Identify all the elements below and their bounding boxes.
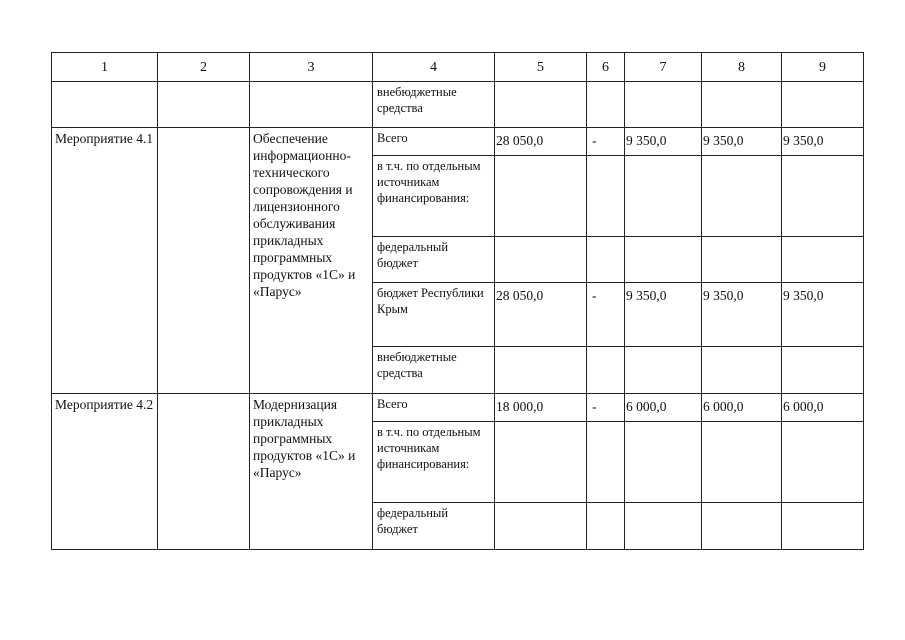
cell-empty bbox=[158, 394, 250, 550]
cell-empty bbox=[587, 422, 625, 503]
funding-source: в т.ч. по отдельным источникам финансирования: bbox=[373, 156, 495, 237]
activity-description: Модернизация прикладных программных продуктов «1С» и «Парус» bbox=[250, 394, 373, 550]
cell-empty bbox=[158, 82, 250, 128]
cell-empty bbox=[625, 422, 702, 503]
cell-empty bbox=[782, 156, 864, 237]
funding-source: бюджет Республики Крым bbox=[373, 283, 495, 347]
value-col-9: 6 000,0 bbox=[782, 394, 864, 422]
value-col-5: 28 050,0 bbox=[495, 283, 587, 347]
cell-empty bbox=[625, 347, 702, 394]
cell-empty bbox=[702, 347, 782, 394]
activity-name: Мероприятие 4.1 bbox=[52, 128, 158, 394]
cell-empty bbox=[625, 82, 702, 128]
funding-source: в т.ч. по отдельным источникам финансирования: bbox=[373, 422, 495, 503]
value-col-6: - bbox=[587, 283, 625, 347]
cell-empty bbox=[495, 503, 587, 550]
activity-name: Мероприятие 4.2 bbox=[52, 394, 158, 550]
value-col-9: 9 350,0 bbox=[782, 283, 864, 347]
cell-empty bbox=[52, 82, 158, 128]
value-col-8: 6 000,0 bbox=[702, 394, 782, 422]
value-col-5: 28 050,0 bbox=[495, 128, 587, 156]
value-col-7: 9 350,0 bbox=[625, 128, 702, 156]
table-row bbox=[52, 394, 864, 422]
value-col-8: 9 350,0 bbox=[702, 283, 782, 347]
funding-source: федеральный бюджет bbox=[373, 503, 495, 550]
value-col-6: - bbox=[587, 128, 625, 156]
table-row bbox=[52, 128, 864, 156]
cell-empty bbox=[782, 422, 864, 503]
value-col-6: - bbox=[587, 394, 625, 422]
cell-empty bbox=[587, 82, 625, 128]
header-row bbox=[52, 53, 864, 82]
header-col-4: 4 bbox=[373, 53, 495, 82]
cell-empty bbox=[782, 347, 864, 394]
cell-empty bbox=[782, 503, 864, 550]
header-col-8: 8 bbox=[702, 53, 782, 82]
value-col-7: 9 350,0 bbox=[625, 283, 702, 347]
header-col-7: 7 bbox=[625, 53, 702, 82]
funding-source: Всего bbox=[373, 394, 495, 422]
activity-description: Обеспечение информационно-технического сопровождения и лицензионного обслуживания прикладных программных продуктов «1С» и «Парус» bbox=[250, 128, 373, 394]
cell-empty bbox=[587, 237, 625, 283]
cell-empty bbox=[625, 237, 702, 283]
header-col-5: 5 bbox=[495, 53, 587, 82]
funding-source: внебюджетные средства bbox=[373, 347, 495, 394]
cell-empty bbox=[782, 237, 864, 283]
value-col-9: 9 350,0 bbox=[782, 128, 864, 156]
cell-empty bbox=[250, 82, 373, 128]
cell-empty bbox=[587, 503, 625, 550]
value-col-5: 18 000,0 bbox=[495, 394, 587, 422]
value-col-7: 6 000,0 bbox=[625, 394, 702, 422]
cell-empty bbox=[625, 503, 702, 550]
cell-empty bbox=[587, 347, 625, 394]
header-col-2: 2 bbox=[158, 53, 250, 82]
header-col-6: 6 bbox=[587, 53, 625, 82]
cell-empty bbox=[702, 156, 782, 237]
budget-table bbox=[51, 52, 864, 550]
funding-source: внебюджетные средства bbox=[373, 82, 495, 128]
cell-empty bbox=[702, 422, 782, 503]
cell-empty bbox=[495, 422, 587, 503]
cell-empty bbox=[495, 237, 587, 283]
cell-empty bbox=[702, 82, 782, 128]
funding-source: Всего bbox=[373, 128, 495, 156]
cell-empty bbox=[625, 156, 702, 237]
cell-empty bbox=[702, 237, 782, 283]
header-col-3: 3 bbox=[250, 53, 373, 82]
cell-empty bbox=[495, 82, 587, 128]
funding-source: федеральный бюджет bbox=[373, 237, 495, 283]
cell-empty bbox=[495, 156, 587, 237]
header-col-1: 1 bbox=[52, 53, 158, 82]
cell-empty bbox=[782, 82, 864, 128]
cell-empty bbox=[587, 156, 625, 237]
cell-empty bbox=[158, 128, 250, 394]
value-col-8: 9 350,0 bbox=[702, 128, 782, 156]
cell-empty bbox=[702, 503, 782, 550]
cell-empty bbox=[495, 347, 587, 394]
header-col-9: 9 bbox=[782, 53, 864, 82]
table-row bbox=[52, 82, 864, 128]
